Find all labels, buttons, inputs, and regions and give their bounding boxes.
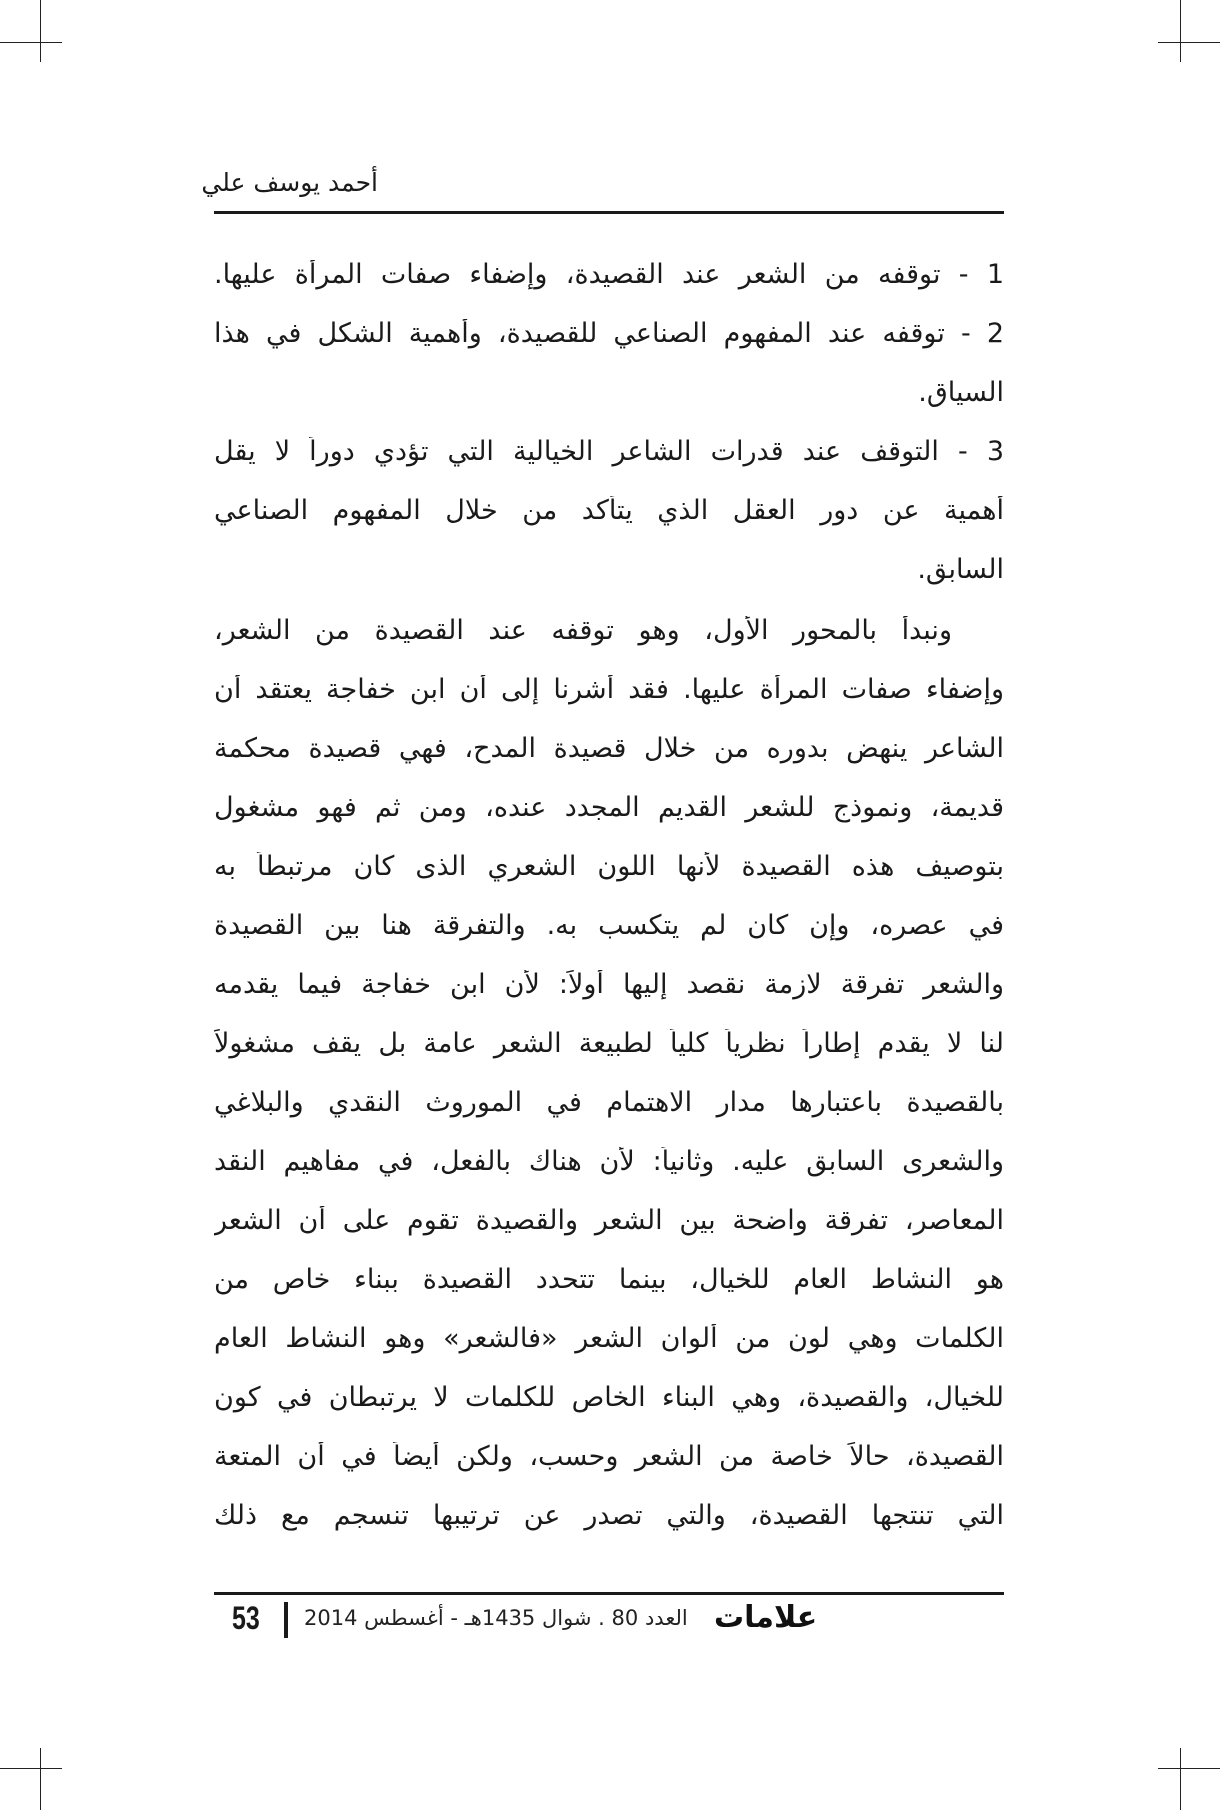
- paragraph-line: بالقصيدة باعتبارها مدار الاهتمام في الموروث النقدي والبلاغي: [214, 1088, 1004, 1118]
- crop-mark: [0, 42, 62, 43]
- paragraph-line: للخيال، والقصيدة، وهي البناء الخاص للكلمات لا يرتبطان في كون: [214, 1383, 1004, 1413]
- paragraph-line: بتوصيف هذه القصيدة لأنها اللون الشعري الذى كان مرتبطاً به: [214, 852, 1004, 882]
- list-item-2-continued: السياق.: [918, 378, 1004, 408]
- crop-mark: [1180, 1748, 1181, 1810]
- list-item-2: 2 - توقفه عند المفهوم الصناعي للقصيدة، وأهمية الشكل في هذا: [214, 319, 1004, 349]
- paragraph-line: التي تنتجها القصيدة، والتي تصدر عن ترتيبها تنسجم مع ذلك: [214, 1501, 1004, 1531]
- paragraph-line: المعاصر، تفرقة واضحة بين الشعر والقصيدة تقوم على أن الشعر: [214, 1206, 1004, 1236]
- list-item-3-end: السابق.: [917, 555, 1004, 585]
- crop-mark: [1158, 42, 1220, 43]
- crop-mark: [1158, 1768, 1220, 1769]
- paragraph-line: وإضفاء صفات المرأة عليها. فقد أشرنا إلى أن ابن خفاجة يعتقد أن: [214, 675, 1004, 705]
- running-header-author: أحمد يوسف علي: [201, 168, 378, 197]
- paragraph-line: ونبدأ بالمحور الأول، وهو توقفه عند القصيدة من الشعر،: [214, 616, 952, 646]
- journal-logo: علامات: [714, 1600, 818, 1635]
- list-item-1: 1 - توقفه من الشعر عند القصيدة، وإضفاء صفات المرأة عليها.: [214, 260, 1004, 290]
- footer-rule: [214, 1592, 1004, 1595]
- paragraph-line: في عصره، وإن كان لم يتكسب به. والتفرقة هنا بين القصيدة: [214, 911, 1004, 941]
- paragraph-line: هو النشاط العام للخيال، بينما تتحدد القصيدة ببناء خاص من: [214, 1265, 1004, 1295]
- paragraph-line: لنا لا يقدم إطاراً نظرياً كلياً لطبيعة الشعر عامة بل يقف مشغولاً: [214, 1029, 1004, 1059]
- crop-mark: [1180, 0, 1181, 62]
- page-number: 53: [232, 1600, 260, 1636]
- crop-mark: [40, 0, 41, 62]
- paragraph-line: الكلمات وهي لون من ألوان الشعر «فالشعر» وهو النشاط العام: [214, 1324, 1004, 1354]
- crop-mark: [0, 1768, 62, 1769]
- paragraph-line: القصيدة، حالاً خاصة من الشعر وحسب، ولكن أيضاً في أن المتعة: [214, 1442, 1004, 1472]
- paragraph-line: والشعر تفرقة لازمة نقصد إليها أولاً: لأن ابن خفاجة فيما يقدمه: [214, 970, 1004, 1000]
- crop-mark: [40, 1748, 41, 1810]
- paragraph-line: قديمة، ونموذج للشعر القديم المجدد عنده، ومن ثم فهو مشغول: [214, 793, 1004, 823]
- list-item-3-continued: أهمية عن دور العقل الذي يتأكد من خلال المفهوم الصناعي: [214, 496, 1004, 526]
- paragraph-line: والشعرى السابق عليه. وثانياً: لأن هناك بالفعل، في مفاهيم النقد: [214, 1147, 1004, 1177]
- header-rule: [214, 211, 1004, 214]
- footer-divider: [284, 1602, 288, 1638]
- paragraph-line: الشاعر ينهض بدوره من خلال قصيدة المدح، فهي قصيدة محكمة: [214, 734, 1004, 764]
- page-footer: [214, 1598, 1004, 1640]
- body-text: [214, 260, 1004, 1560]
- issue-info: العدد 80 . شوال 1435هـ - أغسطس 2014: [304, 1606, 688, 1630]
- list-item-3: 3 - التوقف عند قدرات الشاعر الخيالية التي تؤدي دوراً لا يقل: [214, 437, 1004, 467]
